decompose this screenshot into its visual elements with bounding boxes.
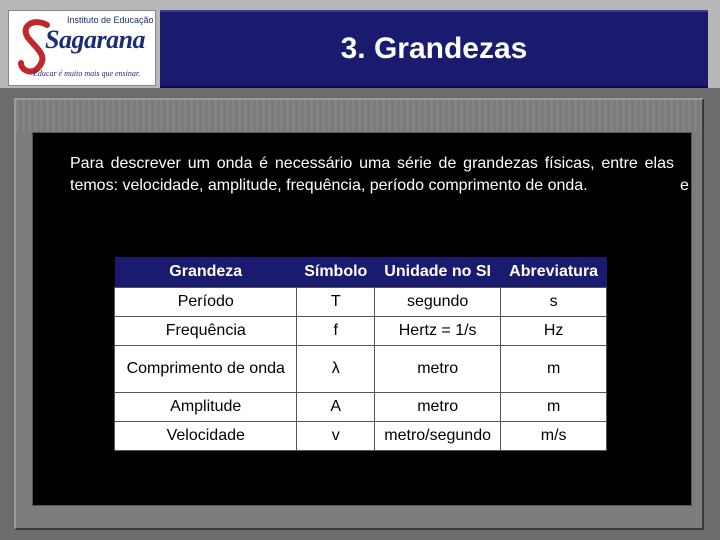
header-simbolo: Símbolo (297, 257, 375, 288)
cell-unidade: Hertz = 1/s (375, 317, 501, 346)
intro-paragraph-trailing: e (680, 177, 689, 194)
cell-simbolo: T (297, 288, 375, 317)
cell-abreviatura: m (501, 346, 607, 393)
cell-unidade: metro/segundo (375, 422, 501, 451)
header-unidade: Unidade no SI (375, 257, 501, 288)
frame-texture (16, 100, 702, 132)
cell-simbolo: v (297, 422, 375, 451)
table-row (115, 346, 607, 393)
cell-unidade: metro (375, 346, 501, 393)
quantities-table (114, 257, 607, 451)
cell-grandeza: Frequência (115, 317, 297, 346)
logo-slogan-text: Educar é muito mais que ensinar. (33, 69, 141, 78)
cell-unidade: metro (375, 393, 501, 422)
logo-brand-text: Sagarana (45, 25, 146, 54)
cell-abreviatura: Hz (501, 317, 607, 346)
cell-abreviatura: s (501, 288, 607, 317)
header-abreviatura: Abreviatura (501, 257, 607, 288)
cell-grandeza: Amplitude (115, 393, 297, 422)
cell-abreviatura: m/s (501, 422, 607, 451)
logo (8, 10, 156, 86)
slide-title: 3. Grandezas (340, 32, 528, 65)
cell-simbolo: λ (297, 346, 375, 393)
title-bar (160, 10, 708, 88)
cell-abreviatura: m (501, 393, 607, 422)
cell-grandeza: Velocidade (115, 422, 297, 451)
header (0, 0, 720, 88)
table-header-row (115, 257, 607, 288)
cell-simbolo: A (297, 393, 375, 422)
cell-grandeza: Período (115, 288, 297, 317)
cell-unidade: segundo (375, 288, 501, 317)
table-row (115, 288, 607, 317)
table-row (115, 317, 607, 346)
cell-grandeza: Comprimento de onda (115, 346, 297, 393)
header-grandeza: Grandeza (115, 257, 297, 288)
cell-simbolo: f (297, 317, 375, 346)
table-row (115, 393, 607, 422)
table-row (115, 422, 607, 451)
intro-paragraph: Para descrever um onda é necessário uma série de grandezas físicas, entre elas temos: velocidade, amplitude, frequência, período comprimento de onda. (70, 155, 674, 194)
logo-institute-text: Instituto de Educação (67, 15, 154, 25)
